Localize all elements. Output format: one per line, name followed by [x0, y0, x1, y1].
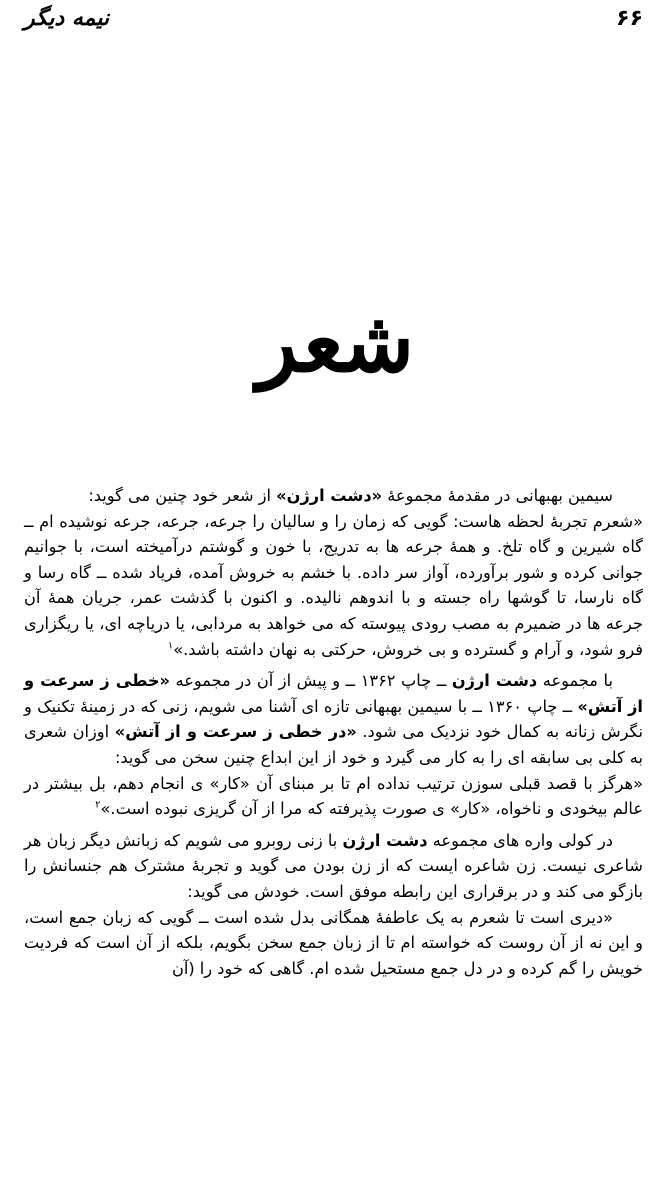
text-segment: در کولی واره های مجموعه — [427, 830, 613, 850]
book-title-khatti: «در خطی ز سرعت و از آتش» — [114, 722, 357, 742]
text-segment: از شعر خود چنین می گوید: — [88, 486, 277, 505]
chapter-title: شعر — [256, 292, 415, 391]
text-segment: ــ چاپ ۱۳۶۰ ــ با سیمین بهبهانی تازه ای آشنا می شویم، زنی که در زمینهٔ تکنیک و نگرش زنانه به کمال خود نزدیک می شود. — [24, 696, 643, 742]
book-title-dasht-arzhan: دشت ارژن — [451, 671, 538, 691]
text-segment: «دیری است تا شعرم به یک عاطفهٔ همگانی بدل شده است ــ گویی که زبان جمع است، و این نه از آن روست که خواسته ام تا از زبان جمع سخن بگویم، بلکه از آن است که فردیت خویش را گم کرده و در دل جمع مستحیل شده ام. گاهی که خود را (آن — [24, 907, 643, 978]
book-title-dasht-arzhan: «دشت ارژن» — [276, 486, 383, 505]
body-text — [24, 483, 643, 981]
text-segment: اوزان شعری به کلی بی سابقه ای را به کار می گیرد و خود از این ابداع چنین سخن می گوید: — [24, 722, 643, 767]
text-segment: سیمین بهبهانی در مقدمهٔ مجموعهٔ — [382, 486, 613, 505]
quote-3 — [24, 905, 643, 982]
book-title-dasht-arzhan: دشت ارژن — [342, 830, 428, 850]
paragraph-collections — [24, 668, 643, 770]
text-segment: با مجموعه — [537, 671, 613, 691]
text-segment: «هرگز با قصد قبلی سوزن ترتیب نداده ام تا بر مبنای آن «کار» ی انجام دهم، بل بیشتر در عالم بیخودی و ناخواه، «کار» ی صورت پذیرفته که مرا از آن گریزی نبوده است.» — [24, 773, 643, 819]
footnote-marker-1: ۱ — [167, 640, 174, 652]
text-segment: «شعرم تجربهٔ لحظه هاست: گویی که زمان را و سالیان را جرعه، جرعه، جرعه نوشیده ام ــ گاه شیرین و گاه تلخ. و همهٔ جرعه ها به تدریج، با خون و گوشتم درآمیخته است، با جوانیم جوانی کرده و شور برآورده، آواز سر داده. با خشم به خروش آمده، فریاد شده ــ گاه رسا و گاه نارسا، تا گوشها راه جسته و با اندوهم نالیده. و اکنون با گذشت عمر، جریان همهٔ آن جرعه ها در ضمیرم به مصب رودی پیوسته که می خواهد به مردابی، یا دریاچه ای، یا ریگزاری فرو شود، و آرام و گسترده و بی خروش، حرکتی به نهان داشته باشد.» — [24, 511, 643, 659]
text-segment: ــ چاپ ۱۳۶۲ ــ و پیش از آن در مجموعه — [169, 671, 452, 691]
quote-2 — [24, 771, 643, 822]
paragraph-intro — [24, 483, 643, 509]
text-segment: با زنی روبرو می شویم که زبانش دیگر زبان هر شاعری نیست. زن شاعره ایست که از زن بودن می گوید و تجربهٔ مشترک هم جنسانش را بازگو می کند و در برقراری این رابطه موفق است. خودش می گوید: — [24, 830, 643, 901]
page-number: ۶۶ — [616, 6, 643, 31]
book-title-khatti: «خطی ز سرعت و از آتش» — [24, 671, 643, 716]
running-title: نیمه دیگر — [24, 6, 110, 31]
paragraph-kolivareh — [24, 828, 643, 905]
footnote-marker-2: ۲ — [95, 799, 101, 811]
quote-1 — [24, 509, 643, 663]
